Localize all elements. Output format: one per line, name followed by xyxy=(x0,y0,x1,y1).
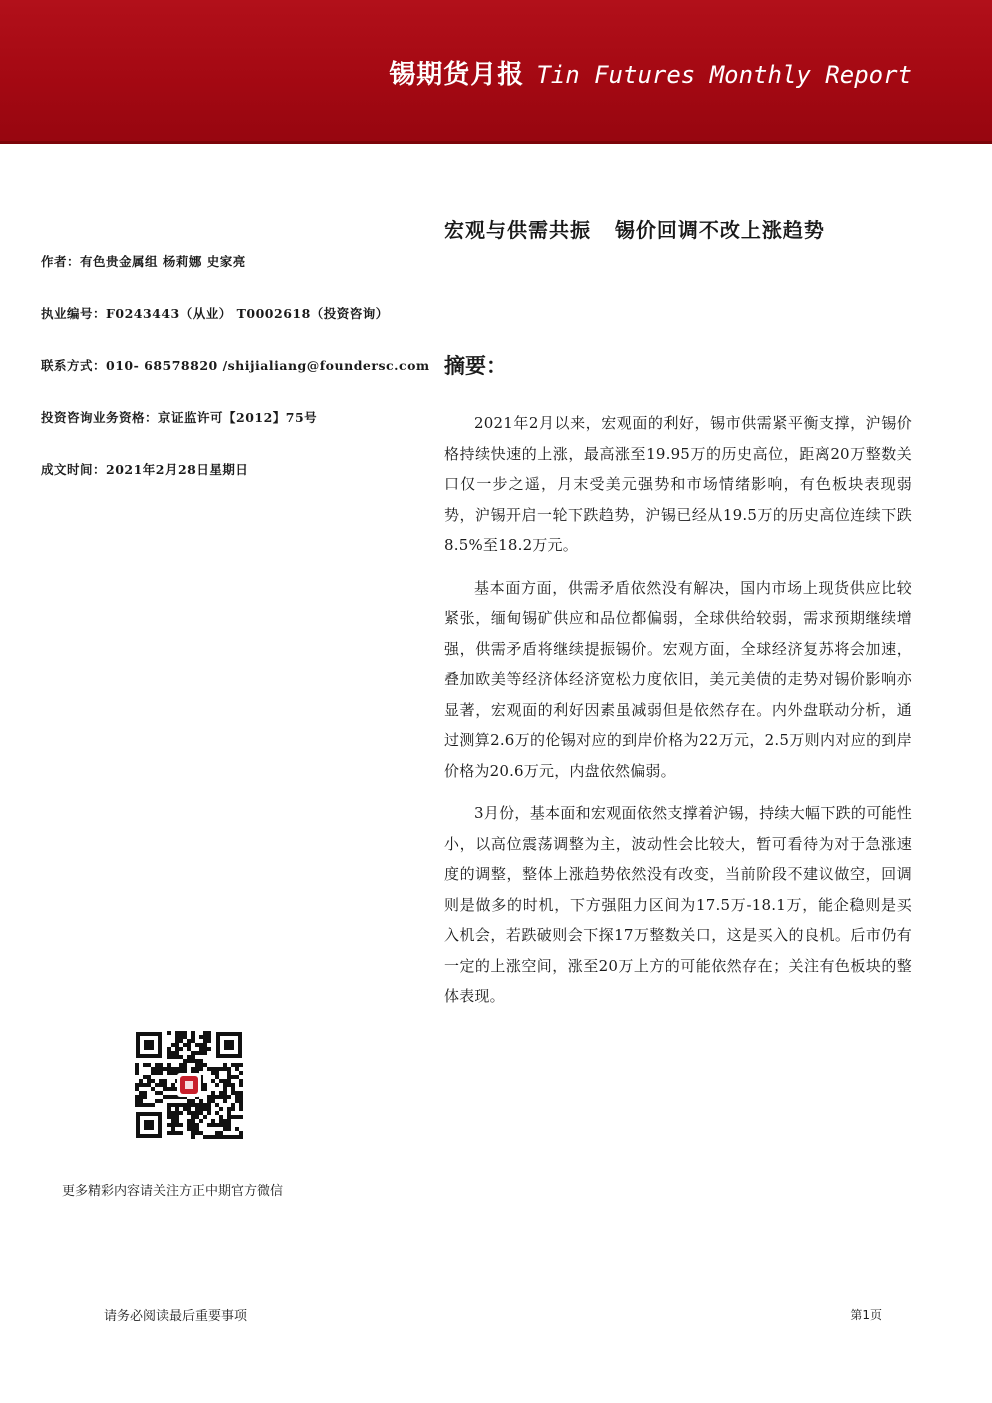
header-divider xyxy=(0,141,992,144)
abstract-paragraph-2: 基本面方面，供需矛盾依然没有解决，国内市场上现货供应比较紧张，缅甸锡矿供应和品位都偏弱，全球供给较弱，需求预期继续增强，供需矛盾将继续提振锡价。宏观方面，全球经济复苏将会加速，叠加欧美等经济体经济宽松力度依旧，美元美债的走势对锡价影响亦显著，宏观面的利好因素虽减弱但是依然存在。内外盘联动分析，通过测算2.6万的伦锡对应的到岸价格为22万元，2.5万则内对应的到岸价格为20.6万元，内盘依然偏弱。 xyxy=(444,578,912,780)
qualification-line: 投资咨询业务资格：京证监许可【2012】75号 xyxy=(41,410,318,425)
abstract-body xyxy=(444,408,912,1024)
author-line: 作者：有色贵金属组 杨莉娜 史家亮 xyxy=(41,254,246,269)
report-title: 宏观与供需共振 锡价回调不改上涨趋势 xyxy=(444,218,825,242)
date-line: 成文时间：2021年2月28日星期日 xyxy=(41,462,249,477)
contact-line: 联系方式：010- 68578820 /shijialiang@foundersc.com xyxy=(41,358,430,373)
abstract-paragraph-3: 3月份，基本面和宏观面依然支撑着沪锡，持续大幅下跌的可能性小，以高位震荡调整为主，波动性会比较大，暂可看待为对于急涨速度的调整，整体上涨趋势依然没有改变，当前阶段不建议做空，回调则是做多的时机，下方强阻力区间为17.5万-18.1万，能企稳则是买入机会，若跌破则会下探17万整数关口，这是买入的良机。后市仍有一定的上涨空间，涨至20万上方的可能依然存在；关注有色板块的整体表现。 xyxy=(444,804,912,1005)
header-title-cn: 锡期货月报 xyxy=(389,60,525,90)
header-title-en: Tin Futures Monthly Report xyxy=(536,61,912,89)
abstract-paragraph-1: 2021年2月以来，宏观面的利好，锡市供需紧平衡支撑，沪锡价格持续快速的上涨，最高涨至19.95万的历史高位，距离20万整数关口仅一步之遥，月末受美元强势和市场情绪影响，有色板块表现弱势，沪锡开启一轮下跌趋势，沪锡已经从19.5万的历史高位连续下跌8.5%至18.2万元。 xyxy=(444,414,912,554)
header-banner xyxy=(0,0,992,141)
header-title xyxy=(389,58,912,92)
qr-code-icon xyxy=(134,1030,244,1140)
footer-notice: 请务必阅读最后重要事项 xyxy=(104,1309,248,1324)
abstract-heading: 摘要： xyxy=(444,354,507,378)
license-line: 执业编号：F0243443（从业） T0002618（投资咨询） xyxy=(41,306,389,321)
footer-page-number: 第1页 xyxy=(850,1308,882,1322)
qr-caption: 更多精彩内容请关注方正中期官方微信 xyxy=(62,1184,284,1199)
